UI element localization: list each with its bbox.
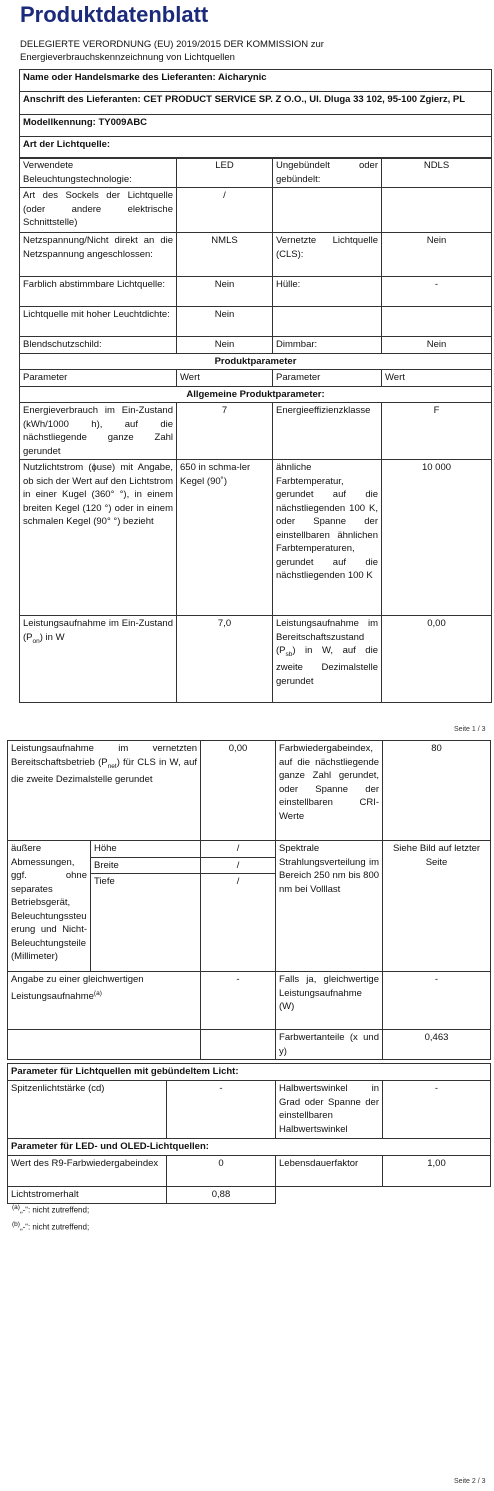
dimmable-value: Nein [382,337,492,354]
technology-label: Verwendete Beleuchtungstechnologie: [20,158,177,188]
general-params-header: Allgemeine Produktparameter: [20,386,492,403]
value-col-header: Wert [177,370,273,387]
regulation-intro: DELEGIERTE VERORDNUNG (EU) 2019/2015 DER KOMMISSION zur Energieverbrauchskennzeichnung von Lichtquellen [20,39,324,63]
standby-power-value: 0,00 [382,616,492,703]
tunable-label: Farblich abstimmbare Lichtquelle: [20,277,177,307]
standby-power-label: Leistungsaufnahme im Bereitschaftszustand $(P_{sb})$ in W, auf die zweite Dezimalstelle gerundet [273,616,382,703]
empty-cell [273,307,382,337]
height-label: Höhe [91,841,201,858]
depth-value: / [201,874,276,972]
height-value: / [201,841,276,858]
supplier-table [19,69,492,159]
beam-angle-label: Halbwertswinkel in Grad oder Spanne der einstellbaren Halbwertswinkel [276,1081,383,1139]
dimmable-label: Dimmbar: [273,337,382,354]
light-source-table [19,157,492,703]
model-identifier: Modellkennung: TY009ABC [20,115,492,137]
page2-table-b [7,1063,491,1204]
cls-value: Nein [382,233,492,277]
light-source-section: Art der Lichtquelle: [20,137,492,159]
r9-label: Wert des R9-Farbwiedergabeindex [8,1156,167,1187]
tunable-value: Nein [177,277,273,307]
product-params-header: Produktparameter [20,353,492,370]
param-col-header: Parameter [20,370,177,387]
lumen-maintenance-label: Lichtstromerhalt [8,1187,167,1204]
empty-cell [8,1030,201,1060]
cap-type-label: Art des Sockels der Lichtquelle (oder andere elektrische Schnittstelle) [20,188,177,233]
anti-glare-value: Nein [177,337,273,354]
supplier-address: Anschrift des Lieferanten: CET PRODUCT SERVICE SP. Z O.O., Ul. Dluga 33 102, 95-100 Zgierz, PL [20,92,492,115]
equivalent-power-watt-label: Falls ja, gleichwertige Leistungsaufnahme (W) [276,972,383,1030]
empty-cell [382,188,492,233]
spectral-distribution-label: Spektrale Strahlungsverteilung im Bereich 250 nm bis 800 nm bei Volllast [276,841,383,972]
survival-factor-value: 1,00 [383,1156,491,1187]
chromaticity-label: Farbwertanteile (x und y) [276,1030,383,1060]
energy-consumption-value: 7 [177,403,273,460]
cls-label: Vernetzte Lichtquelle (CLS): [273,233,382,277]
technology-value: LED [177,158,273,188]
energy-class-label: Energieeffizienzklasse [273,403,382,460]
cri-label: Farbwiedergabeindex, auf die nächstliegende ganze Zahl gerundet, oder Spanne der einstellbaren CRI-Werte [276,741,383,841]
on-mode-power-value: 7,0 [177,616,273,703]
high-luminance-value: Nein [177,307,273,337]
useful-flux-value: 650 in schma-ler Kegel (90˚) [177,460,273,616]
mains-label: Netzspannung/Nicht direkt an die Netzspannung angeschlossen: [20,233,177,277]
lumen-maintenance-value: 0,88 [167,1187,276,1204]
param-col-header: Parameter [273,370,382,387]
envelope-value: - [382,277,492,307]
networked-standby-label: Leistungsaufnahme im vernetzten Bereitschaftsbetrieb $(P_{net})$ für CLS in W, auf die zweite Dezimalstelle gerundet [8,741,201,841]
peak-intensity-value: - [167,1081,276,1139]
page-title: Produktdatenblatt [20,2,209,27]
cct-label: ähnliche Farbtemperatur, gerundet auf die nächstliegenden 100 K, oder Spanne der einstellbaren ähnlichen Farbtemperaturen, gerundet auf die nächstliegenden 100 K [273,460,382,616]
dimensions-label: äußere Abmessungen, ggf. ohne separates Betriebsgerät, Beleuchtungssteuerung und Nicht-Beleuchtungsteile (Millimeter) [8,841,91,972]
r9-value: 0 [167,1156,276,1187]
width-value: / [201,857,276,874]
equivalent-power-label: Angabe zu einer gleichwertigen Leistungsaufnahme$^{(a)}$ [8,972,201,1030]
spectral-distribution-value: Siehe Bild auf letzter Seite [383,841,491,972]
led-params-header: Parameter für LED- und OLED-Lichtquellen: [8,1139,491,1156]
width-label: Breite [91,857,201,874]
networked-standby-value: 0,00 [201,741,276,841]
on-mode-power-label: Leistungsaufnahme im Ein-Zustand $(P_{on})$ in W [20,616,177,703]
useful-flux-label: Nutzlichtstrom (ɸuse) mit Angabe, ob sich der Wert auf den Lichtstrom in einer Kugel (360° °), in einem breiten Kegel (120 °) oder in einem schmalen Kegel (90° °) bezieht [20,460,177,616]
equivalent-power-watt-value: - [383,972,491,1030]
anti-glare-label: Blendschutzschild: [20,337,177,354]
peak-intensity-label: Spitzenlichtstärke (cd) [8,1081,167,1139]
high-luminance-label: Lichtquelle mit hoher Leuchtdichte: [20,307,177,337]
footnote-b: $^{(b)}$„-“: nicht zutreffend; [12,1221,90,1232]
empty-cell [382,307,492,337]
page-number: Seite 1 / 3 [454,726,486,733]
empty-cell [273,188,382,233]
empty-cell [201,1030,276,1060]
directional-params-header: Parameter für Lichtquellen mit gebündeltem Licht: [8,1064,491,1081]
chromaticity-value: 0,463 [383,1030,491,1060]
survival-factor-label: Lebensdauerfaktor [276,1156,383,1187]
cct-value: 10 000 [382,460,492,616]
equivalent-power-value: - [201,972,276,1030]
directional-value: NDLS [382,158,492,188]
depth-label: Tiefe [91,874,201,972]
cri-value: 80 [383,741,491,841]
page2-table-a [7,740,491,1060]
cap-type-value: / [177,188,273,233]
energy-class-value: F [382,403,492,460]
beam-angle-value: - [383,1081,491,1139]
directional-label: Ungebündelt oder gebündelt: [273,158,382,188]
envelope-label: Hülle: [273,277,382,307]
value-col-header: Wert [382,370,492,387]
footnote-a: $^{(a)}$„-“: nicht zutreffend; [12,1204,90,1215]
mains-value: NMLS [177,233,273,277]
energy-consumption-label: Energieverbrauch im Ein-Zustand (kWh/1000 h), auf die nächstliegende ganze Zahl gerundet [20,403,177,460]
page-number: Seite 2 / 3 [454,1478,486,1485]
supplier-name: Name oder Handelsmarke des Lieferanten: Aicharynic [20,70,492,92]
